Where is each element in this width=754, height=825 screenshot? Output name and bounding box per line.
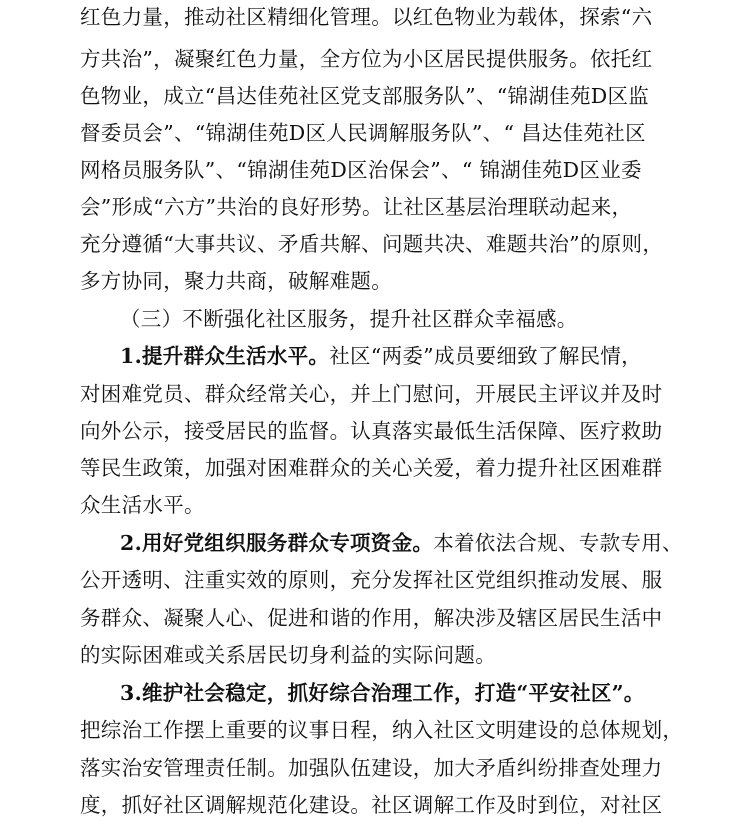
paragraph-line: [80, 456, 662, 480]
text-segment: 公开透明、注重实效的原则，充分发挥社区党组织推动发展、服: [80, 568, 663, 592]
item-heading: 1.提升群众生活水平。: [120, 344, 330, 368]
paragraph-line: [80, 419, 662, 443]
text-segment: 多方协同，聚力共商，破解难题。: [80, 269, 392, 293]
text-segment: 对困难党员、群众经常关心，并上门慰问，开展民主评议并及时: [80, 382, 663, 406]
text-segment: 度，抓好社区调解规范化建设。社区调解工作及时到位，对社区: [80, 793, 663, 817]
paragraph-line: [80, 269, 392, 293]
paragraph-line: [80, 232, 663, 256]
paragraph-line: [80, 643, 496, 667]
paragraph-line: [80, 793, 662, 817]
text-segment: 向外公示，接受居民的监督。认真落实最低生活保障、医疗救助: [80, 419, 663, 443]
paragraph-line: [80, 121, 646, 145]
text-segment: 众生活水平。: [80, 493, 205, 517]
paragraph-line: [80, 195, 632, 219]
paragraph-line: [80, 5, 652, 29]
paragraph-line: [120, 344, 642, 368]
text-segment: 等民生政策，加强对困难群众的关心关爱，着力提升社区困难群: [80, 456, 663, 480]
paragraph-line: [80, 756, 662, 780]
paragraph-line: [80, 84, 649, 108]
paragraph-line: [80, 158, 642, 182]
text-segment: 落实治安管理责任制。加强队伍建设，加大矛盾纠纷排查处理力: [80, 756, 663, 780]
paragraph-line: [80, 718, 683, 742]
paragraph-line: [120, 681, 645, 705]
paragraph-line: [80, 568, 662, 592]
item-heading: 3.维护社会稳定，抓好综合治理工作，打造“平安社区”。: [120, 681, 645, 705]
paragraph-line: [120, 531, 683, 555]
text-segment: 本着依法合规、专款专用、: [433, 531, 683, 555]
paragraph-line: [80, 606, 662, 630]
section-heading: [120, 307, 578, 331]
text-segment: 网格员服务队”、“锦湖佳苑D区治保会”、“ 锦湖佳苑D区业委: [80, 158, 642, 182]
item-heading: 2.用好党组织服务群众专项资金。: [120, 531, 434, 555]
text-segment: 把综治工作摆上重要的议事日程，纳入社区文明建设的总体规划，: [80, 718, 684, 742]
paragraph-line: [80, 382, 662, 406]
text-segment: 红色力量，推动社区精细化管理。以红色物业为载体，探索“六: [80, 5, 653, 29]
text-segment: 的实际困难或关系居民切身利益的实际问题。: [80, 643, 496, 667]
paragraph-line: [80, 493, 205, 517]
text-segment: 社区“两委”成员要细致了解民情，: [329, 344, 642, 368]
text-segment: 方共治”，凝聚红色力量，全方位为小区居民提供服务。依托红: [80, 47, 653, 71]
text-segment: 色物业，成立“昌达佳苑社区党支部服务队”、“锦湖佳苑D区监: [80, 84, 650, 108]
text-segment: 会”形成“六方”共治的良好形势。让社区基层治理联动起来，: [80, 195, 633, 219]
text-segment: 充分遵循“大事共议、矛盾共解、问题共决、难题共治”的原则，: [80, 232, 664, 256]
text-segment: （三）不断强化社区服务，提升社区群众幸福感。: [120, 307, 578, 331]
paragraph-line: [80, 47, 652, 71]
text-segment: 督委员会”、“锦湖佳苑D区人民调解服务队”、“ 昌达佳苑社区: [80, 121, 646, 145]
text-segment: 务群众、凝聚人心、促进和谐的作用，解决涉及辖区居民生活中: [80, 606, 663, 630]
